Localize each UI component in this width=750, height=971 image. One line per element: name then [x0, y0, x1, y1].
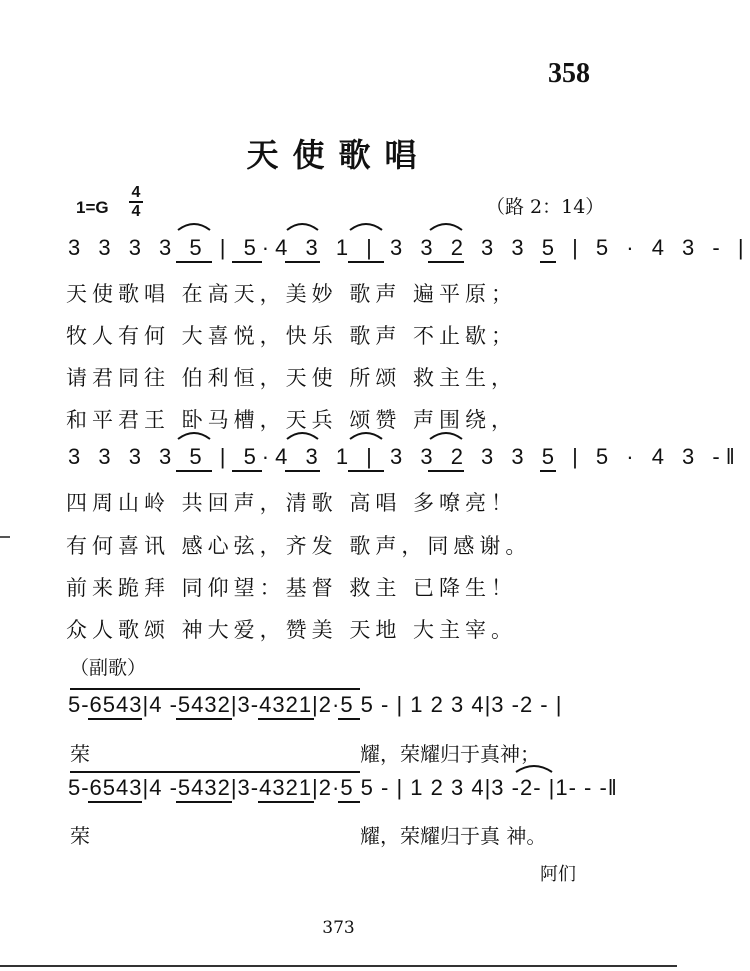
page-number: 373 — [322, 918, 355, 938]
slur-mark — [287, 433, 318, 439]
lyric-line: 和平君王 卧马槽，天兵 颂赞 声围绕， — [66, 408, 518, 432]
chorus-label: （副歌） — [70, 657, 147, 679]
lyric-line: 众人歌颂 神大爱，赞美 天地 大主宰。 — [66, 618, 518, 642]
scan-bottom-line — [0, 965, 677, 967]
verse-notation-line-2: 3 3 3 3 5 | 5·4 3 1 | 3 3 2 3 3 5 | 5 · 4 3 -‖ — [68, 444, 741, 469]
lyric-line: 天使歌唱 在高天，美妙 歌声 遍平原； — [66, 282, 518, 306]
slur-mark — [350, 433, 382, 439]
key-signature: 1=G — [76, 198, 109, 217]
lyric-line: 四周山岭 共回声，清歌 高唱 多嘹亮！ — [66, 491, 518, 515]
chorus-lyric-end: 耀，荣耀归于真神； — [360, 742, 540, 766]
chorus-notation-line-2: 5-6543|4 -5432|3-4321|2·5 5 - | 1 2 3 4|3 -2- |1- - -‖ — [68, 775, 618, 800]
chorus-lyric-start: 荣 — [70, 742, 90, 766]
lyric-line: 前来跪拜 同仰望：基督 救主 已降生！ — [66, 576, 518, 600]
slur-mark — [430, 433, 462, 439]
slur-mark — [178, 224, 210, 230]
scripture-reference: （路 2：14） — [486, 196, 605, 218]
chorus-lyric-start: 荣 — [70, 824, 90, 848]
amen: 阿们 — [540, 864, 576, 885]
slur-mark — [178, 433, 210, 439]
chorus-lyric-end: 耀，荣耀归于真 神。 — [360, 824, 547, 848]
slur-mark — [516, 766, 552, 772]
hymn-title: 天使歌唱 — [246, 136, 431, 174]
slur-mark — [287, 224, 318, 230]
hymn-number: 358 — [548, 58, 590, 89]
time-signature-bottom: 4 — [131, 203, 141, 220]
verse-notation-line-1: 3 3 3 3 5 | 5·4 3 1 | 3 3 2 3 3 5 | 5 · 4 3 - | — [68, 235, 750, 260]
lyric-line: 请君同往 伯利恒，天使 所颂 救主生， — [66, 366, 518, 390]
time-signature-top: 4 — [131, 184, 141, 201]
chorus-notation-line-1: 5-6543|4 -5432|3-4321|2·5 5 - | 1 2 3 4|3 -2 - | — [68, 692, 563, 717]
lyric-line: 牧人有何 大喜悦，快乐 歌声 不止歇； — [66, 324, 518, 348]
slur-mark — [430, 224, 462, 230]
slur-mark — [350, 224, 382, 230]
scan-edge-mark — [0, 536, 10, 538]
lyric-line: 有何喜讯 感心弦，齐发 歌声，同感谢。 — [66, 534, 532, 558]
